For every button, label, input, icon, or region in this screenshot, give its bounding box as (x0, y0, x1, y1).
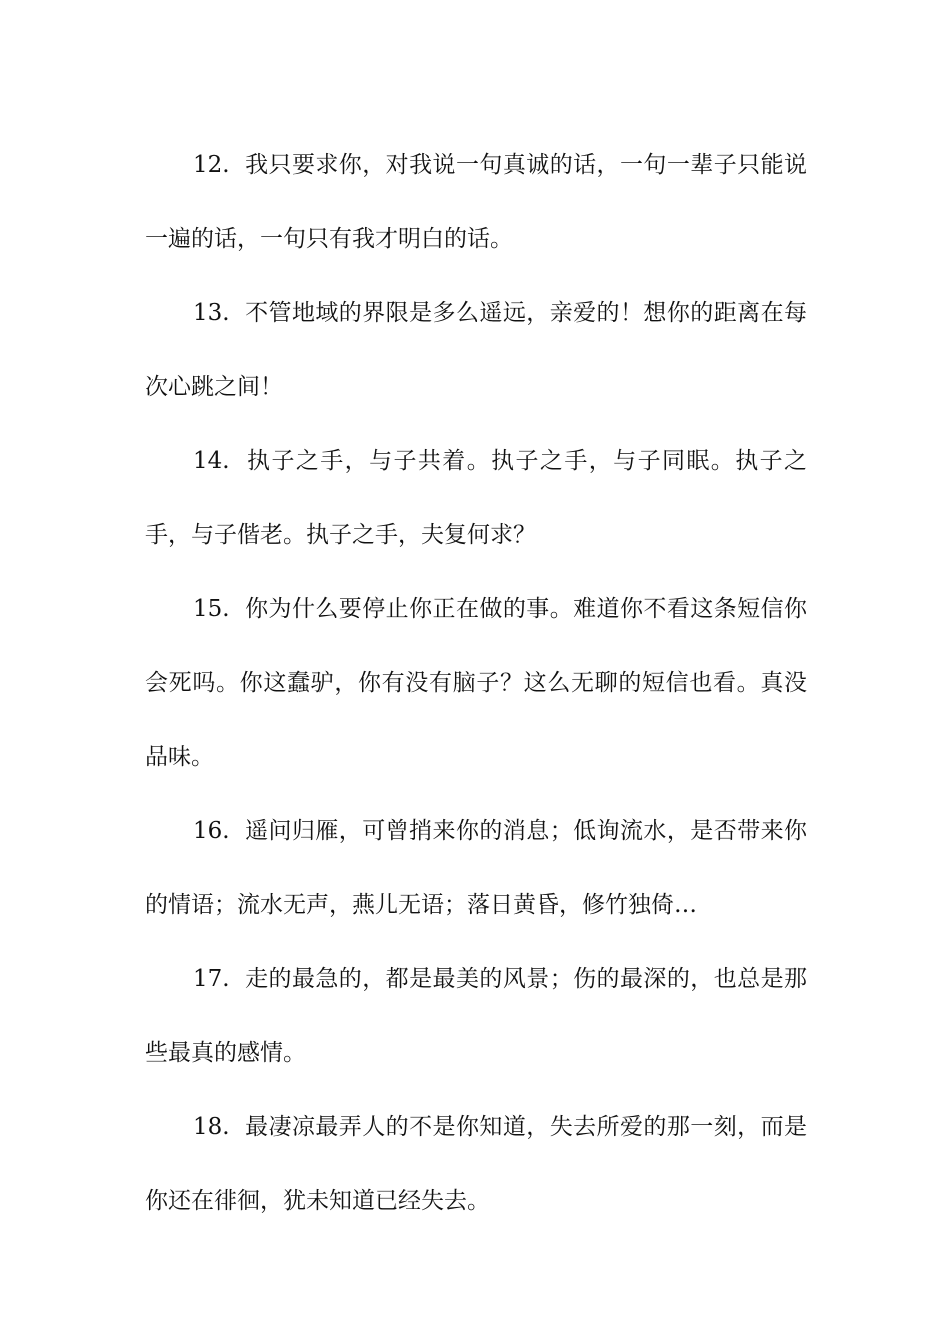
paragraph-text: 执子之手，与子共着。执子之手，与子同眠。执子之手，与子偕老。执子之手，夫复何求？ (145, 448, 808, 548)
paragraph-16 (145, 794, 807, 942)
paragraph-text: 最凄凉最弄人的不是你知道，失去所爱的那一刻，而是你还在徘徊，犹未知道已经失去。 (145, 1114, 808, 1214)
paragraph-text: 走的最急的，都是最美的风景；伤的最深的，也总是那些最真的感情。 (145, 966, 808, 1066)
paragraph-14 (145, 424, 807, 572)
paragraph-number: 16. (193, 818, 230, 844)
paragraph-number: 12. (193, 152, 230, 178)
paragraph-text: 遥问归雁，可曾捎来你的消息；低询流水，是否带来你的情语；流水无声，燕儿无语；落日黄昏，修竹独倚… (145, 818, 808, 918)
paragraph-text: 我只要求你，对我说一句真诚的话，一句一辈子只能说一遍的话，一句只有我才明白的话。 (145, 152, 808, 252)
paragraph-text: 你为什么要停止你正在做的事。难道你不看这条短信你会死吗。你这蠢驴，你有没有脑子？这么无聊的短信也看。真没品味。 (145, 596, 808, 770)
paragraph-18 (145, 1090, 807, 1238)
document-body (145, 128, 807, 1238)
paragraph-17 (145, 942, 807, 1090)
paragraph-15 (145, 572, 807, 794)
paragraph-number: 14. (193, 448, 230, 474)
paragraph-number: 18. (193, 1114, 230, 1140)
paragraph-number: 17. (193, 966, 230, 992)
paragraph-text: 不管地域的界限是多么遥远，亲爱的！想你的距离在每次心跳之间！ (145, 300, 808, 400)
paragraph-13 (145, 276, 807, 424)
paragraph-number: 15. (193, 596, 230, 622)
paragraph-12 (145, 128, 807, 276)
paragraph-number: 13. (193, 300, 230, 326)
